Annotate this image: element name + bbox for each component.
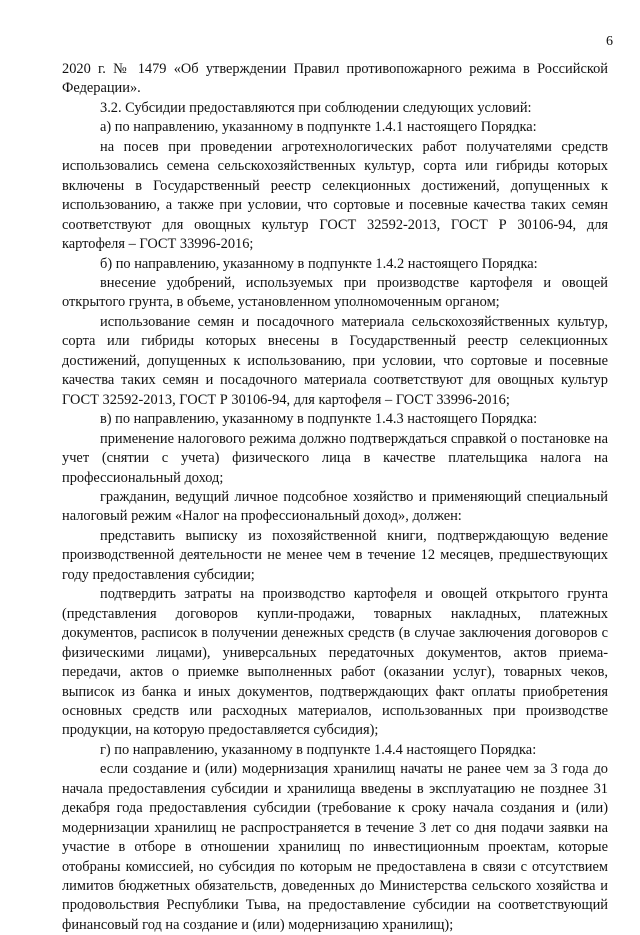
paragraph: 3.2. Субсидии предоставляются при соблюдении следующих условий: (100, 99, 532, 116)
paragraph: г) по направлению, указанному в подпункте 1.4.4 настоящего Порядка: (100, 741, 537, 758)
paragraph: если создание и (или) модернизация хранилищ начаты не ранее чем за 3 года до начала предоставления субсидии и хранилища введены в эксплуатацию не позднее 31 декабря года предоставления субсидии (требование к сроку начала создания и (или) модернизации хранилищ не распространяется в течение 3 лет со дня подачи заявки на участие в отборе в отношении хранилищ по инвестиционным проектам, которые отобраны комиссией, но субсидия по которым не предоставлена в связи с отсутствием лимитов бюджетных обязательств, доведенных до Министерства сельского хозяйства и продовольствия Республики Тыва, на предоставление субсидии на соответствующий финансовый год на создание и (или) модернизацию хранилищ); (62, 761, 608, 933)
paragraph: использование семян и посадочного материала сельскохозяйственных культур, сорта или гибриды которых внесены в Государственный реестр селекционных достижений, допущенных к использованию, при условии, что сортовые и посевные качества таких семян и посадочного материала соответствуют для овощных культур ГОСТ 32592-2013, ГОСТ Р 30106-94, для картофеля – ГОСТ 33996-2016; (62, 313, 608, 408)
document-body (62, 60, 608, 935)
paragraph: а) по направлению, указанному в подпункте 1.4.1 настоящего Порядка: (100, 119, 537, 136)
page-number: 6 (606, 34, 613, 49)
paragraph: 2020 г. № 1479 «Об утверждении Правил противопожарного режима в Российской Федерации». (62, 61, 608, 97)
paragraph: подтвердить затраты на производство картофеля и овощей открытого грунта (представления договоров купли-продажи, товарных накладных, платежных документов, расписок в получении денежных средств (в случае заключения договоров с физическими лицами), универсальных передаточных документов, актов приема-передачи, актов о приемке выполненных работ (оказании услуг), товарных чеков, выписок из банка и иных документов, подтверждающих факт оплаты приобретения основных средств или расходных материалов, использованных при производстве продукции, на которую предоставляется субсидия); (62, 586, 608, 739)
paragraph: б) по направлению, указанному в подпункте 1.4.2 настоящего Порядка: (100, 255, 538, 272)
paragraph: внесение удобрений, используемых при производстве картофеля и овощей открытого грунта, в объеме, установленном уполномоченным органом; (62, 274, 608, 311)
paragraph: на посев при проведении агротехнологических работ получателями средств использовались семена сельскохозяйственных культур, сорта или гибриды которых включены в Государственный реестр селекционных достижений, допущенных к использованию, а также при условии, что сортовые и посевные качества таких семян соответствуют для овощных культур ГОСТ 32592-2013, ГОСТ Р 30106-94, для картофеля – ГОСТ 33996-2016; (62, 138, 608, 253)
paragraph: представить выписку из похозяйственной книги, подтверждающую ведение производственной деятельности не менее чем в течение 12 месяцев, предшествующих году предоставления субсидии; (62, 527, 608, 583)
paragraph: применение налогового режима должно подтверждаться справкой о постановке на учет (снятии с учета) физического лица в качестве плательщика налога на профессиональный доход; (62, 430, 608, 486)
paragraph: в) по направлению, указанному в подпункте 1.4.3 настоящего Порядка: (100, 411, 538, 428)
paragraph: гражданин, ведущий личное подсобное хозяйство и применяющий специальный налоговый режим «Налог на профессиональный доход», должен: (62, 488, 608, 525)
